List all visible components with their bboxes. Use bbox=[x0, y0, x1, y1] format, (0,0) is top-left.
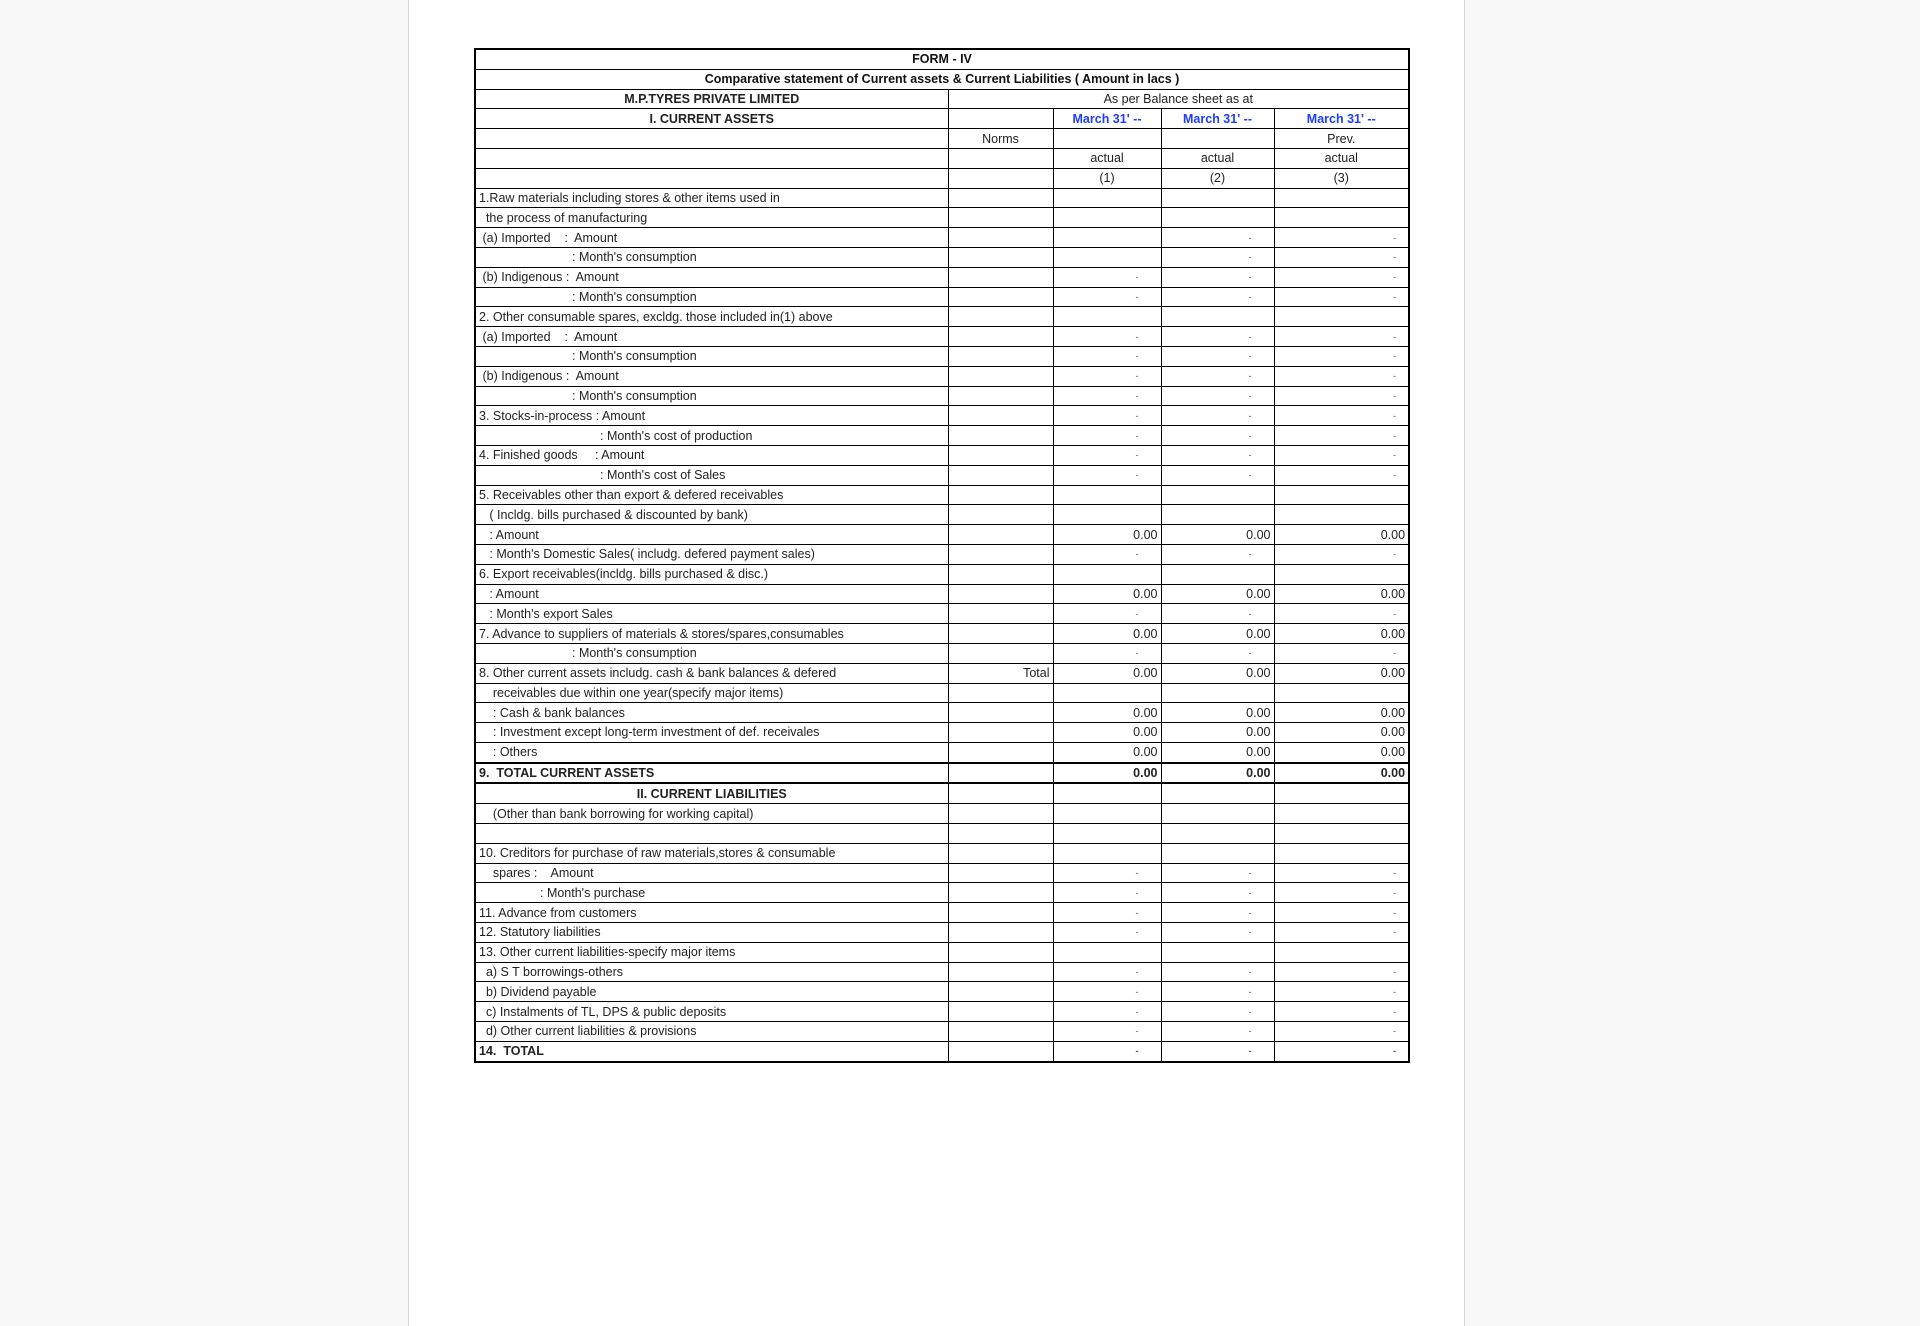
value-cell: - bbox=[1274, 287, 1409, 307]
table-row bbox=[475, 624, 1409, 644]
value-cell: 0.00 bbox=[1274, 742, 1409, 762]
table-row bbox=[475, 1002, 1409, 1022]
value-cell: - bbox=[1274, 366, 1409, 386]
value-cell: 0.00 bbox=[1274, 763, 1409, 784]
value-cell bbox=[1053, 307, 1161, 327]
value-cell: - bbox=[1053, 287, 1161, 307]
table-row bbox=[475, 505, 1409, 525]
value-cell: - bbox=[1161, 923, 1274, 943]
table-row bbox=[475, 287, 1409, 307]
value-cell: 0.00 bbox=[1161, 723, 1274, 743]
value-cell: - bbox=[1274, 863, 1409, 883]
value-cell: - bbox=[1053, 465, 1161, 485]
value-cell bbox=[1053, 485, 1161, 505]
norms-cell bbox=[948, 228, 1053, 248]
value-cell bbox=[1161, 307, 1274, 327]
value-cell: - bbox=[1161, 883, 1274, 903]
norms-cell bbox=[948, 267, 1053, 287]
value-cell: 0.00 bbox=[1274, 723, 1409, 743]
table-row bbox=[475, 525, 1409, 545]
norms-cell bbox=[948, 624, 1053, 644]
actual-row bbox=[475, 148, 1409, 168]
value-cell: 0.00 bbox=[1053, 742, 1161, 762]
row-label: : Amount bbox=[475, 584, 948, 604]
value-cell: - bbox=[1161, 346, 1274, 366]
value-cell bbox=[1161, 485, 1274, 505]
row-label: 11. Advance from customers bbox=[475, 903, 948, 923]
value-cell: - bbox=[1274, 1041, 1409, 1061]
value-cell: - bbox=[1161, 604, 1274, 624]
row-label: (a) Imported : Amount bbox=[475, 228, 948, 248]
form-iv-table bbox=[474, 48, 1410, 1063]
company-row bbox=[475, 89, 1409, 109]
norms-cell bbox=[948, 208, 1053, 228]
norms-cell bbox=[948, 1041, 1053, 1061]
norms-cell bbox=[948, 544, 1053, 564]
row-label: 1.Raw materials including stores & other items used in bbox=[475, 188, 948, 208]
value-cell: 0.00 bbox=[1053, 525, 1161, 545]
value-cell bbox=[1053, 804, 1161, 824]
norms-cell bbox=[948, 366, 1053, 386]
form-subtitle: Comparative statement of Current assets & Current Liabilities ( Amount in lacs ) bbox=[475, 69, 1409, 89]
row-label: c) Instalments of TL, DPS & public deposits bbox=[475, 1002, 948, 1022]
value-cell bbox=[1161, 505, 1274, 525]
value-cell: - bbox=[1161, 1002, 1274, 1022]
row-label: d) Other current liabilities & provisions bbox=[475, 1022, 948, 1042]
section1-row bbox=[475, 109, 1409, 129]
norms-cell bbox=[948, 386, 1053, 406]
norms-cell bbox=[948, 426, 1053, 446]
value-cell: - bbox=[1274, 643, 1409, 663]
row-label: 14. TOTAL bbox=[475, 1041, 948, 1061]
value-cell: - bbox=[1053, 366, 1161, 386]
row-label: 4. Finished goods : Amount bbox=[475, 445, 948, 465]
value-cell: - bbox=[1274, 228, 1409, 248]
norms-cell bbox=[948, 942, 1053, 962]
row-label: : Month's consumption bbox=[475, 386, 948, 406]
section-current-liabilities: II. CURRENT LIABILITIES bbox=[475, 783, 948, 803]
value-cell: - bbox=[1161, 445, 1274, 465]
norms-cell bbox=[948, 445, 1053, 465]
table-row bbox=[475, 982, 1409, 1002]
table-row bbox=[475, 962, 1409, 982]
value-cell: - bbox=[1053, 982, 1161, 1002]
col-header-2: March 31' -- bbox=[1161, 109, 1274, 129]
value-cell bbox=[1053, 683, 1161, 703]
value-cell: - bbox=[1274, 445, 1409, 465]
value-cell: - bbox=[1053, 903, 1161, 923]
value-cell: - bbox=[1053, 863, 1161, 883]
table-row bbox=[475, 942, 1409, 962]
table-row bbox=[475, 663, 1409, 683]
value-cell: - bbox=[1161, 1022, 1274, 1042]
row-label: 2. Other consumable spares, excldg. those included in(1) above bbox=[475, 307, 948, 327]
form-body bbox=[475, 188, 1409, 1062]
value-cell: - bbox=[1053, 1002, 1161, 1022]
table-row bbox=[475, 485, 1409, 505]
value-cell: - bbox=[1053, 406, 1161, 426]
row-label: spares : Amount bbox=[475, 863, 948, 883]
norms-cell bbox=[948, 584, 1053, 604]
value-cell: 0.00 bbox=[1274, 663, 1409, 683]
section-current-assets: I. CURRENT ASSETS bbox=[475, 109, 948, 129]
table-row bbox=[475, 804, 1409, 824]
value-cell: - bbox=[1274, 923, 1409, 943]
value-cell: - bbox=[1274, 267, 1409, 287]
table-row bbox=[475, 683, 1409, 703]
value-cell: 0.00 bbox=[1274, 703, 1409, 723]
value-cell: - bbox=[1053, 267, 1161, 287]
value-cell: - bbox=[1161, 327, 1274, 347]
row-label: (a) Imported : Amount bbox=[475, 327, 948, 347]
value-cell: - bbox=[1274, 962, 1409, 982]
table-row bbox=[475, 247, 1409, 267]
row-label: : Investment except long-term investment of def. receivales bbox=[475, 723, 948, 743]
spacer-row bbox=[475, 824, 1409, 844]
balance-sheet-header: As per Balance sheet as at bbox=[948, 89, 1409, 109]
value-cell bbox=[1161, 683, 1274, 703]
norms-total-label: Total bbox=[948, 663, 1053, 683]
value-cell: - bbox=[1161, 863, 1274, 883]
norms-cell bbox=[948, 287, 1053, 307]
value-cell: 0.00 bbox=[1274, 584, 1409, 604]
table-row bbox=[475, 564, 1409, 584]
value-cell: - bbox=[1161, 287, 1274, 307]
value-cell: - bbox=[1053, 327, 1161, 347]
value-cell bbox=[1274, 804, 1409, 824]
table-row bbox=[475, 465, 1409, 485]
norms-cell bbox=[948, 525, 1053, 545]
value-cell: - bbox=[1274, 386, 1409, 406]
value-cell: - bbox=[1274, 544, 1409, 564]
table-row bbox=[475, 763, 1409, 784]
row-label: : Month's cost of production bbox=[475, 426, 948, 446]
value-cell bbox=[1274, 683, 1409, 703]
value-cell: - bbox=[1161, 386, 1274, 406]
value-cell: 0.00 bbox=[1161, 663, 1274, 683]
row-label: : Month's consumption bbox=[475, 287, 948, 307]
subtitle-row bbox=[475, 69, 1409, 89]
norms-cell bbox=[948, 346, 1053, 366]
table-row bbox=[475, 703, 1409, 723]
row-label: : Month's consumption bbox=[475, 346, 948, 366]
table-row bbox=[475, 544, 1409, 564]
value-cell: - bbox=[1053, 1022, 1161, 1042]
row-label: : Month's consumption bbox=[475, 643, 948, 663]
actual-label-1: actual bbox=[1053, 148, 1161, 168]
value-cell: - bbox=[1053, 1041, 1161, 1061]
value-cell bbox=[1161, 208, 1274, 228]
document-page bbox=[408, 0, 1465, 1326]
table-row bbox=[475, 723, 1409, 743]
value-cell bbox=[1161, 843, 1274, 863]
value-cell: - bbox=[1053, 544, 1161, 564]
value-cell: - bbox=[1161, 267, 1274, 287]
table-row bbox=[475, 366, 1409, 386]
value-cell: 0.00 bbox=[1053, 763, 1161, 784]
prev-label: Prev. bbox=[1274, 129, 1409, 149]
value-cell: - bbox=[1274, 346, 1409, 366]
value-cell bbox=[1274, 485, 1409, 505]
value-cell bbox=[1053, 564, 1161, 584]
norms-cell bbox=[948, 465, 1053, 485]
value-cell: - bbox=[1274, 982, 1409, 1002]
norms-cell bbox=[948, 406, 1053, 426]
form-title: FORM - IV bbox=[475, 49, 1409, 69]
norms-cell bbox=[948, 982, 1053, 1002]
table-row bbox=[475, 1041, 1409, 1061]
value-cell bbox=[1053, 505, 1161, 525]
row-label: a) S T borrowings-others bbox=[475, 962, 948, 982]
value-cell: - bbox=[1161, 544, 1274, 564]
value-cell: 0.00 bbox=[1053, 584, 1161, 604]
col-num-2: (2) bbox=[1161, 168, 1274, 188]
table-row bbox=[475, 406, 1409, 426]
value-cell: - bbox=[1161, 426, 1274, 446]
value-cell: 0.00 bbox=[1161, 584, 1274, 604]
row-label: 5. Receivables other than export & defered receivables bbox=[475, 485, 948, 505]
value-cell: - bbox=[1161, 228, 1274, 248]
row-label: : Cash & bank balances bbox=[475, 703, 948, 723]
col-header-3: March 31' -- bbox=[1274, 109, 1409, 129]
table-row bbox=[475, 426, 1409, 446]
norms-cell bbox=[948, 307, 1053, 327]
norms-cell bbox=[948, 327, 1053, 347]
norms-cell bbox=[948, 505, 1053, 525]
value-cell: - bbox=[1161, 366, 1274, 386]
col-num-1: (1) bbox=[1053, 168, 1161, 188]
value-cell bbox=[1053, 942, 1161, 962]
norms-cell bbox=[948, 1022, 1053, 1042]
value-cell: - bbox=[1053, 883, 1161, 903]
norms-cell bbox=[948, 923, 1053, 943]
norms-cell bbox=[948, 683, 1053, 703]
row-label: 3. Stocks-in-process : Amount bbox=[475, 406, 948, 426]
table-row bbox=[475, 643, 1409, 663]
norms-cell bbox=[948, 843, 1053, 863]
row-label: 8. Other current assets includg. cash & bank balances & defered bbox=[475, 663, 948, 683]
row-label: : Month's Domestic Sales( includg. defered payment sales) bbox=[475, 544, 948, 564]
value-cell: 0.00 bbox=[1274, 525, 1409, 545]
row-label: : Month's consumption bbox=[475, 247, 948, 267]
colnum-row bbox=[475, 168, 1409, 188]
title-row bbox=[475, 49, 1409, 69]
row-label: : Month's cost of Sales bbox=[475, 465, 948, 485]
value-cell: - bbox=[1274, 327, 1409, 347]
col-header-1: March 31' -- bbox=[1053, 109, 1161, 129]
norms-cell bbox=[948, 643, 1053, 663]
value-cell bbox=[1274, 188, 1409, 208]
col-num-3: (3) bbox=[1274, 168, 1409, 188]
table-row bbox=[475, 327, 1409, 347]
value-cell: - bbox=[1274, 1002, 1409, 1022]
value-cell bbox=[1274, 505, 1409, 525]
table-row bbox=[475, 604, 1409, 624]
value-cell: 0.00 bbox=[1161, 742, 1274, 762]
company-name: M.P.TYRES PRIVATE LIMITED bbox=[475, 89, 948, 109]
row-label: ( Incldg. bills purchased & discounted by bank) bbox=[475, 505, 948, 525]
value-cell: - bbox=[1161, 465, 1274, 485]
value-cell: - bbox=[1053, 643, 1161, 663]
value-cell: - bbox=[1161, 982, 1274, 1002]
row-label: 7. Advance to suppliers of materials & stores/spares,consumables bbox=[475, 624, 948, 644]
table-row bbox=[475, 863, 1409, 883]
table-row bbox=[475, 1022, 1409, 1042]
value-cell: - bbox=[1274, 604, 1409, 624]
value-cell: - bbox=[1274, 903, 1409, 923]
value-cell: - bbox=[1053, 445, 1161, 465]
table-row bbox=[475, 208, 1409, 228]
value-cell bbox=[1274, 564, 1409, 584]
value-cell: 0.00 bbox=[1161, 624, 1274, 644]
value-cell: - bbox=[1161, 962, 1274, 982]
norms-cell bbox=[948, 863, 1053, 883]
value-cell: - bbox=[1274, 247, 1409, 267]
table-row bbox=[475, 903, 1409, 923]
row-label: 12. Statutory liabilities bbox=[475, 923, 948, 943]
row-label: (b) Indigenous : Amount bbox=[475, 366, 948, 386]
section2-row bbox=[475, 783, 1409, 803]
value-cell: - bbox=[1161, 1041, 1274, 1061]
value-cell: - bbox=[1053, 386, 1161, 406]
norms-cell bbox=[948, 604, 1053, 624]
row-label: 13. Other current liabilities-specify major items bbox=[475, 942, 948, 962]
value-cell: - bbox=[1053, 962, 1161, 982]
value-cell: 0.00 bbox=[1161, 703, 1274, 723]
row-label: : Others bbox=[475, 742, 948, 762]
table-row bbox=[475, 584, 1409, 604]
value-cell: - bbox=[1161, 643, 1274, 663]
value-cell bbox=[1274, 307, 1409, 327]
row-label: b) Dividend payable bbox=[475, 982, 948, 1002]
value-cell bbox=[1274, 208, 1409, 228]
value-cell: - bbox=[1053, 346, 1161, 366]
value-cell bbox=[1161, 188, 1274, 208]
value-cell bbox=[1274, 843, 1409, 863]
value-cell: - bbox=[1274, 883, 1409, 903]
value-cell: - bbox=[1274, 406, 1409, 426]
value-cell bbox=[1053, 247, 1161, 267]
table-row bbox=[475, 188, 1409, 208]
row-label: 6. Export receivables(incldg. bills purchased & disc.) bbox=[475, 564, 948, 584]
row-label: the process of manufacturing bbox=[475, 208, 948, 228]
actual-label-2: actual bbox=[1161, 148, 1274, 168]
norms-cell bbox=[948, 485, 1053, 505]
norms-cell bbox=[948, 1002, 1053, 1022]
row-label: : Amount bbox=[475, 525, 948, 545]
norms-cell bbox=[948, 903, 1053, 923]
value-cell bbox=[1053, 228, 1161, 248]
row-label: (b) Indigenous : Amount bbox=[475, 267, 948, 287]
table-row bbox=[475, 445, 1409, 465]
norms-cell bbox=[948, 188, 1053, 208]
value-cell: - bbox=[1274, 465, 1409, 485]
row-label: : Month's purchase bbox=[475, 883, 948, 903]
value-cell bbox=[1274, 942, 1409, 962]
norms-cell bbox=[948, 723, 1053, 743]
value-cell: - bbox=[1274, 426, 1409, 446]
value-cell bbox=[1053, 843, 1161, 863]
norms-cell bbox=[948, 883, 1053, 903]
table-row bbox=[475, 883, 1409, 903]
table-row bbox=[475, 307, 1409, 327]
value-cell: 0.00 bbox=[1053, 723, 1161, 743]
norms-label: Norms bbox=[948, 129, 1053, 149]
table-row bbox=[475, 267, 1409, 287]
norms-cell bbox=[948, 742, 1053, 762]
value-cell: - bbox=[1053, 604, 1161, 624]
norms-cell bbox=[948, 564, 1053, 584]
norms-cell bbox=[948, 804, 1053, 824]
norms-row bbox=[475, 129, 1409, 149]
value-cell bbox=[1161, 804, 1274, 824]
actual-label-3: actual bbox=[1274, 148, 1409, 168]
value-cell: - bbox=[1161, 406, 1274, 426]
value-cell: - bbox=[1161, 247, 1274, 267]
value-cell bbox=[1161, 942, 1274, 962]
norms-cell bbox=[948, 247, 1053, 267]
value-cell bbox=[1053, 208, 1161, 228]
row-label: (Other than bank borrowing for working capital) bbox=[475, 804, 948, 824]
value-cell: - bbox=[1053, 426, 1161, 446]
value-cell bbox=[1161, 564, 1274, 584]
row-label: 9. TOTAL CURRENT ASSETS bbox=[475, 763, 948, 784]
value-cell: 0.00 bbox=[1053, 663, 1161, 683]
table-row bbox=[475, 228, 1409, 248]
row-label: 10. Creditors for purchase of raw materials,stores & consumable bbox=[475, 843, 948, 863]
row-label: receivables due within one year(specify major items) bbox=[475, 683, 948, 703]
value-cell: 0.00 bbox=[1053, 703, 1161, 723]
norms-cell bbox=[948, 962, 1053, 982]
value-cell: 0.00 bbox=[1053, 624, 1161, 644]
table-row bbox=[475, 346, 1409, 366]
table-row bbox=[475, 923, 1409, 943]
value-cell: - bbox=[1274, 1022, 1409, 1042]
value-cell: 0.00 bbox=[1274, 624, 1409, 644]
value-cell: - bbox=[1053, 923, 1161, 943]
value-cell: - bbox=[1161, 903, 1274, 923]
value-cell: 0.00 bbox=[1161, 763, 1274, 784]
value-cell: 0.00 bbox=[1161, 525, 1274, 545]
table-row bbox=[475, 386, 1409, 406]
norms-cell bbox=[948, 703, 1053, 723]
value-cell bbox=[1053, 188, 1161, 208]
norms-cell bbox=[948, 763, 1053, 784]
table-row bbox=[475, 843, 1409, 863]
row-label: : Month's export Sales bbox=[475, 604, 948, 624]
table-row bbox=[475, 742, 1409, 762]
